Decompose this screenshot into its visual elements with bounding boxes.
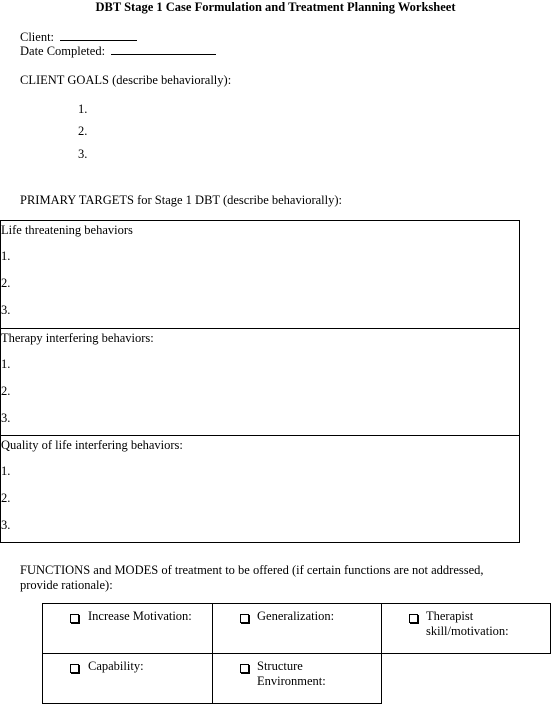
function-cell-structure-environment[interactable]: [212, 653, 382, 704]
life-threatening-section: [0, 220, 520, 329]
section-label: Quality of life interfering behaviors:: [1, 438, 183, 452]
client-input-line[interactable]: [60, 29, 137, 41]
function-cell-capability[interactable]: [42, 653, 213, 704]
target-item: 3.: [1, 303, 11, 317]
client-label: Client:: [20, 30, 55, 44]
checkbox-icon[interactable]: [240, 664, 249, 673]
checkbox-icon[interactable]: [240, 614, 249, 623]
target-item: 1.: [1, 464, 11, 478]
section-label: Life threatening behaviors: [1, 223, 133, 237]
date-completed-label: Date Completed:: [20, 44, 106, 58]
function-cell-increase-motivation[interactable]: [42, 603, 213, 654]
section-label: Therapy interfering behaviors:: [1, 331, 154, 345]
function-label: Generalization:: [257, 609, 335, 623]
target-item: 3.: [1, 518, 11, 532]
target-item: 2.: [1, 276, 11, 290]
therapy-interfering-section: [0, 328, 520, 436]
primary-targets-heading: PRIMARY TARGETS for Stage 1 DBT (describe behaviorally):: [20, 193, 342, 207]
checkbox-icon[interactable]: [70, 614, 79, 623]
client-goal-item: 1.: [78, 102, 88, 116]
worksheet-title: DBT Stage 1 Case Formulation and Treatment Planning Worksheet: [95, 0, 456, 14]
target-item: 2.: [1, 491, 11, 505]
function-label: Therapist skill/motivation:: [426, 609, 509, 638]
function-label: Capability:: [88, 659, 144, 673]
quality-of-life-section: [0, 435, 520, 543]
checkbox-icon[interactable]: [409, 614, 418, 623]
target-item: 3.: [1, 411, 11, 425]
client-goal-item: 3.: [78, 147, 88, 161]
checkbox-icon[interactable]: [70, 664, 79, 673]
target-item: 1.: [1, 357, 11, 371]
function-cell-generalization[interactable]: [212, 603, 382, 654]
function-label: Increase Motivation:: [88, 609, 192, 623]
target-item: 1.: [1, 249, 11, 263]
date-completed-input-line[interactable]: [111, 43, 216, 55]
functions-heading-line1: FUNCTIONS and MODES of treatment to be offered (if certain functions are not addressed,: [20, 563, 484, 577]
target-item: 2.: [1, 384, 11, 398]
function-cell-therapist-skill-motivation[interactable]: [381, 603, 551, 654]
client-goals-heading: CLIENT GOALS (describe behaviorally):: [20, 73, 232, 87]
client-goal-item: 2.: [78, 124, 88, 138]
function-label: Structure Environment:: [257, 659, 326, 688]
functions-heading-line2: provide rationale):: [20, 578, 113, 592]
date-completed-field: [20, 43, 216, 59]
